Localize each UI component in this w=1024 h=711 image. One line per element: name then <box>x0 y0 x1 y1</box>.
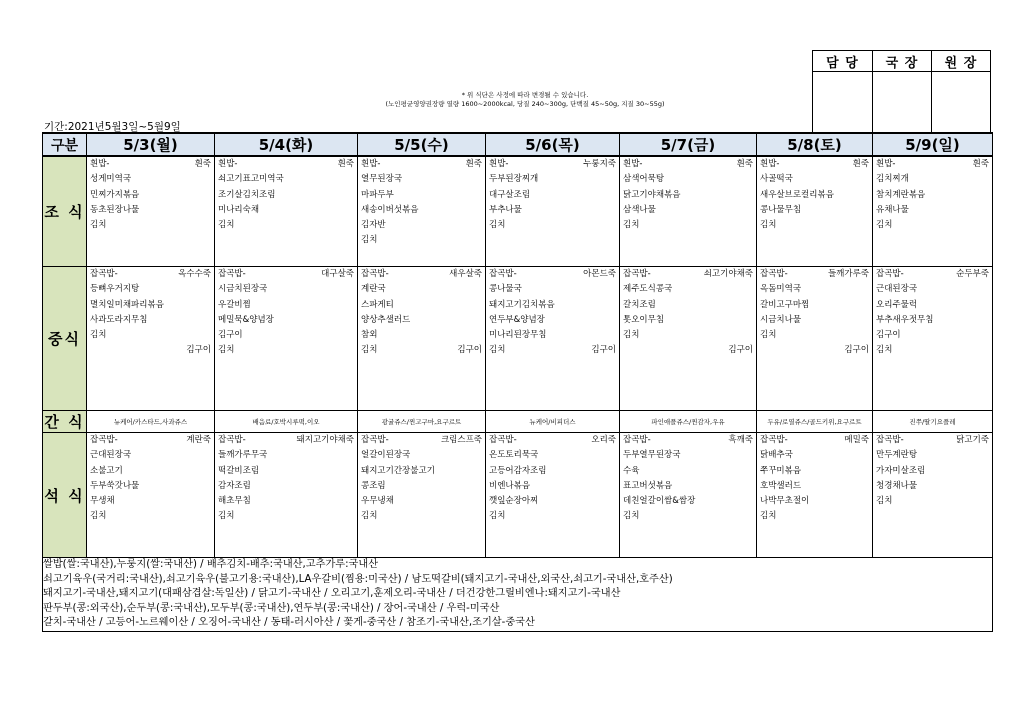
dish-item: 김치 <box>361 345 378 356</box>
header-day: 5/4(화) <box>215 133 358 156</box>
dish-item: 김치 <box>218 345 235 356</box>
snack-cell: 진쭈/딸기요플레 <box>873 411 993 433</box>
rice-item: 잡곡밥- <box>760 269 788 279</box>
approval-header-head: 원 장 <box>932 51 991 72</box>
dish-item: 두부쑥갓나물 <box>90 480 140 491</box>
porridge-item: 대구살죽 <box>321 269 354 279</box>
menu-cell-dinner <box>215 433 358 558</box>
dish-item: 콩나물국 <box>489 284 522 295</box>
menu-cell-content <box>620 433 756 525</box>
porridge-item: 쇠고기야채죽 <box>703 269 753 279</box>
dish-item: 김치 <box>90 330 107 341</box>
rice-line <box>876 267 989 282</box>
dish-item: 계란국 <box>361 284 386 295</box>
dish-item: 톳오이무침 <box>623 314 665 325</box>
header-day: 5/5(수) <box>358 133 486 156</box>
menu-cell-dinner <box>87 433 215 558</box>
rice-line <box>760 433 869 448</box>
approval-signature-head <box>932 72 991 133</box>
menu-cell-breakfast <box>873 156 993 267</box>
notice-nutrition: (노인평균영양권장량 열량 1600~2000kcal, 당질 240~300g, 단백질 45~50g, 지질 30~55g) <box>385 100 665 108</box>
menu-cell-content <box>87 157 214 233</box>
dish-item: 온도토리묵국 <box>489 450 539 461</box>
menu-period: 기간:2021년5월3일~5월9일 <box>44 121 181 133</box>
rice-item: 잡곡밥- <box>876 269 904 279</box>
dish-item: 김구이 <box>218 330 243 341</box>
dish-item: 깻잎순장아찌 <box>489 496 539 507</box>
rice-item: 잡곡밥- <box>876 435 904 445</box>
rice-line <box>489 433 616 448</box>
rice-line <box>623 267 753 282</box>
dish-item: 우갈비찜 <box>218 299 251 310</box>
dish-item: 김치 <box>876 496 893 507</box>
dish-item: 김치 <box>218 511 235 522</box>
dish-item: 김치 <box>90 220 107 231</box>
approval-header-manager: 담 당 <box>813 51 873 72</box>
dish-item: 부추새우젓무침 <box>876 314 934 325</box>
approval-box <box>812 50 991 133</box>
menu-cell-dinner <box>358 433 486 558</box>
menu-cell-content <box>873 433 992 509</box>
dish-item: 시금치나물 <box>760 314 802 325</box>
menu-cell-content <box>215 267 357 359</box>
dish-item: 데친얼갈이쌈&쌈장 <box>623 496 696 507</box>
dish-item: 멸치일미채파리볶음 <box>90 299 164 310</box>
dish-item: 근대된장국 <box>876 284 918 295</box>
dish-item: 쭈꾸미볶음 <box>760 465 802 476</box>
extra-item: 김구이 <box>728 345 753 356</box>
menu-cell-lunch <box>486 267 620 411</box>
header-day: 5/6(목) <box>486 133 620 156</box>
rice-item: 흰밥- <box>876 159 896 169</box>
meal-label-lunch: 중식 <box>43 267 87 411</box>
dish-item: 성게미역국 <box>90 174 132 185</box>
dish-item: 김치 <box>489 220 506 231</box>
snack-row <box>43 411 993 433</box>
rice-item: 잡곡밥- <box>623 435 651 445</box>
dish-item: 유채나물 <box>876 204 909 215</box>
menu-cell-breakfast <box>215 156 358 267</box>
menu-cell-breakfast <box>87 156 215 267</box>
menu-cell-content <box>215 433 357 525</box>
dish-item: 돼지고기김치볶음 <box>489 299 555 310</box>
porridge-item: 아몬드죽 <box>583 269 616 279</box>
origin-line: 쇠고기육우(국거리:국내산),쇠고기육우(불고기용:국내산),LA우갈비(찜용:미국산) / 남도떡갈비(돼지고기-국내산,외국산,쇠고기-국내산,호주산) <box>43 573 673 585</box>
dish-item: 콩조림 <box>361 480 386 491</box>
dish-item: 김치찌개 <box>876 174 909 185</box>
dish-item: 김치 <box>623 330 640 341</box>
rice-line <box>90 157 211 172</box>
origin-row <box>43 558 993 632</box>
porridge-item: 흰죽 <box>972 159 989 169</box>
rice-item: 흰밥- <box>90 159 110 169</box>
meal-label-dinner: 석 식 <box>43 433 87 558</box>
menu-cell-content <box>87 267 214 359</box>
dish-item: 김치 <box>489 511 506 522</box>
dish-item: 비엔나볶음 <box>489 480 531 491</box>
menu-cell-content <box>757 433 872 525</box>
dish-item: 갈치조림 <box>623 299 656 310</box>
dish-item: 민찌가지볶음 <box>90 189 140 200</box>
rice-item: 흰밥- <box>361 159 381 169</box>
origin-line: 판두부(콩:외국산),순두부(콩:국내산),모두부(콩:국내산),연두부(콩:국내산) / 장어-국내산 / 우럭-미국산 <box>43 602 500 614</box>
dish-item: 스파게티 <box>361 299 394 310</box>
dish-item: 호박샐러드 <box>760 480 802 491</box>
menu-cell-lunch <box>873 267 993 411</box>
dish-item: 부추나물 <box>489 204 522 215</box>
dish-item: 나박무초절이 <box>760 496 810 507</box>
dish-item: 만두계란탕 <box>876 450 918 461</box>
dish-item: 김치 <box>623 220 640 231</box>
dish-item: 해초무침 <box>218 496 251 507</box>
dish-item: 닭고기야채볶음 <box>623 189 681 200</box>
approval-signature-manager <box>813 72 873 133</box>
dish-item: 삼색나물 <box>623 204 656 215</box>
dish-item: 들깨가루무국 <box>218 450 268 461</box>
header-day: 5/7(금) <box>620 133 757 156</box>
porridge-item: 순두부죽 <box>956 269 989 279</box>
breakfast-row <box>43 156 993 267</box>
rice-item: 잡곡밥- <box>218 435 246 445</box>
dish-item: 김자반 <box>361 220 386 231</box>
menu-cell-content <box>620 157 756 233</box>
dish-item: 김치 <box>489 345 506 356</box>
rice-line <box>90 433 211 448</box>
dish-item: 콩나물무침 <box>760 204 802 215</box>
menu-cell-content <box>757 267 872 359</box>
menu-cell-breakfast <box>486 156 620 267</box>
dish-item: 돼지고기간장불고기 <box>361 465 435 476</box>
dish-item: 김치 <box>361 235 378 246</box>
menu-cell-content <box>873 267 992 359</box>
porridge-item: 돼지고기야채죽 <box>296 435 354 445</box>
rice-item: 잡곡밥- <box>218 269 246 279</box>
menu-cell-content <box>486 433 619 525</box>
dish-item: 사골떡국 <box>760 174 793 185</box>
header-day: 5/8(토) <box>757 133 873 156</box>
extra-item: 김구이 <box>844 345 869 356</box>
porridge-item: 새우살죽 <box>449 269 482 279</box>
menu-cell-lunch <box>358 267 486 411</box>
header-row <box>43 133 993 156</box>
dish-item: 오리주물럭 <box>876 299 918 310</box>
dish-item: 두부된장찌개 <box>489 174 539 185</box>
rice-line <box>361 267 482 282</box>
rice-line <box>90 267 211 282</box>
dish-item: 청경채나물 <box>876 480 918 491</box>
dish-item: 쇠고기표고미역국 <box>218 174 284 185</box>
rice-line <box>623 157 753 172</box>
dish-item: 김치 <box>760 220 777 231</box>
snack-cell: 광귤쥬스/찐고구마,요구르트 <box>358 411 486 433</box>
dish-item: 소불고기 <box>90 465 123 476</box>
menu-cell-content <box>873 157 992 233</box>
menu-cell-breakfast <box>757 156 873 267</box>
menu-cell-breakfast <box>358 156 486 267</box>
porridge-item: 흰죽 <box>465 159 482 169</box>
porridge-item: 흰죽 <box>852 159 869 169</box>
lunch-row <box>43 267 993 411</box>
menu-cell-content <box>358 433 485 525</box>
dish-item: 근대된장국 <box>90 450 132 461</box>
dish-item: 가자미살조림 <box>876 465 926 476</box>
rice-line <box>218 157 354 172</box>
rice-line <box>876 433 989 448</box>
rice-item: 잡곡밥- <box>489 435 517 445</box>
rice-item: 잡곡밥- <box>90 435 118 445</box>
dinner-row <box>43 433 993 558</box>
meal-label-snack: 간 식 <box>43 411 87 433</box>
header-gubun: 구분 <box>43 133 87 156</box>
origin-info <box>43 558 993 632</box>
dish-item: 대구살조림 <box>489 189 531 200</box>
dish-line <box>489 343 616 358</box>
porridge-item: 옥수수죽 <box>178 269 211 279</box>
dish-item: 김치 <box>876 220 893 231</box>
dish-item: 참외 <box>361 330 378 341</box>
menu-notice <box>300 91 750 109</box>
menu-cell-dinner <box>620 433 757 558</box>
dish-item: 조기살김치조림 <box>218 189 276 200</box>
dish-item: 열무된장국 <box>361 174 403 185</box>
porridge-item: 들깨가루죽 <box>827 269 869 279</box>
rice-line <box>623 433 753 448</box>
dish-item: 마파두부 <box>361 189 394 200</box>
dish-item: 고등어감자조림 <box>489 465 547 476</box>
dish-item: 우무냉채 <box>361 496 394 507</box>
extra-item: 김구이 <box>457 345 482 356</box>
menu-cell-lunch <box>215 267 358 411</box>
header-day: 5/3(월) <box>87 133 215 156</box>
menu-cell-dinner <box>486 433 620 558</box>
dish-item: 표고버섯볶음 <box>623 480 673 491</box>
rice-item: 잡곡밥- <box>489 269 517 279</box>
dish-item: 새송이버섯볶음 <box>361 204 419 215</box>
porridge-item: 흰죽 <box>736 159 753 169</box>
dish-item: 김구이 <box>876 330 901 341</box>
rice-item: 잡곡밥- <box>361 269 389 279</box>
dish-item: 양상추샐러드 <box>361 314 411 325</box>
dish-item: 수육 <box>623 465 640 476</box>
porridge-item: 크림스프죽 <box>440 435 482 445</box>
dish-item: 닭배추국 <box>760 450 793 461</box>
dish-item: 시금치된장국 <box>218 284 268 295</box>
menu-cell-dinner <box>873 433 993 558</box>
porridge-item: 메밀죽 <box>844 435 869 445</box>
rice-item: 잡곡밥- <box>90 269 118 279</box>
rice-item: 잡곡밥- <box>623 269 651 279</box>
porridge-item: 흰죽 <box>194 159 211 169</box>
rice-item: 흰밥- <box>489 159 509 169</box>
porridge-item: 닭고기죽 <box>956 435 989 445</box>
menu-cell-dinner <box>757 433 873 558</box>
dish-item: 갈비고구마찜 <box>760 299 810 310</box>
rice-item: 흰밥- <box>623 159 643 169</box>
dish-item: 김치 <box>218 220 235 231</box>
rice-item: 흰밥- <box>760 159 780 169</box>
rice-item: 잡곡밥- <box>760 435 788 445</box>
dish-item: 김치 <box>760 330 777 341</box>
porridge-item: 흑깨죽 <box>728 435 753 445</box>
dish-item: 두부열무된장국 <box>623 450 681 461</box>
menu-cell-content <box>87 433 214 525</box>
menu-cell-content <box>215 157 357 233</box>
rice-line <box>218 267 354 282</box>
notice-change: * 위 식단은 사정에 따라 변경될 수 있습니다. <box>461 91 589 99</box>
dish-item: 등뼈우거지탕 <box>90 284 140 295</box>
rice-line <box>361 157 482 172</box>
extra-item: 김구이 <box>186 345 211 356</box>
menu-cell-content <box>358 157 485 249</box>
dish-item: 미나리숙채 <box>218 204 260 215</box>
snack-cell: 뉴케어/카스타드,사과쥬스 <box>87 411 215 433</box>
origin-line: 갈치-국내산 / 고등어-노르웨이산 / 오징어-국내산 / 동태-러시아산 / 꽃게-중국산 / 참조기-국내산,조기살-중국산 <box>43 617 535 628</box>
rice-line <box>760 267 869 282</box>
dish-item: 얼갈이된장국 <box>361 450 411 461</box>
menu-cell-content <box>358 267 485 359</box>
rice-line <box>876 157 989 172</box>
dish-item: 옥돔미역국 <box>760 284 802 295</box>
porridge-item: 누룽지죽 <box>583 159 616 169</box>
snack-cell: 파인애플쥬스/찐감자,우유 <box>620 411 757 433</box>
dish-item: 동초된장나물 <box>90 204 140 215</box>
menu-cell-content <box>620 267 756 359</box>
menu-cell-content <box>486 157 619 233</box>
rice-line <box>361 433 482 448</box>
rice-line <box>489 157 616 172</box>
dish-item: 떡갈비조림 <box>218 465 260 476</box>
dish-item: 김치 <box>90 511 107 522</box>
origin-line: 쌀밥(쌀:국내산),누룽지(쌀:국내산) / 배추김치-배추:국내산,고추가루:국내산 <box>43 559 379 570</box>
dish-item: 김치 <box>760 511 777 522</box>
extra-item: 김구이 <box>591 345 616 356</box>
dish-item: 김치 <box>361 511 378 522</box>
dish-item: 감자조림 <box>218 480 251 491</box>
menu-cell-lunch <box>87 267 215 411</box>
dish-item: 삼색어묵탕 <box>623 174 665 185</box>
approval-header-director: 국 장 <box>873 51 932 72</box>
rice-line <box>489 267 616 282</box>
dish-item: 미나리된장무침 <box>489 330 547 341</box>
dish-item: 메밀묵&양념장 <box>218 314 274 325</box>
dish-item: 사과도라지무침 <box>90 314 148 325</box>
porridge-item: 흰죽 <box>337 159 354 169</box>
meal-label-breakfast: 조 식 <box>43 156 87 267</box>
rice-item: 흰밥- <box>218 159 238 169</box>
rice-line <box>218 433 354 448</box>
origin-line: 돼지고기-국내산,돼지고기(대패삼겹살:독일산) / 닭고기-국내산 / 오리고기,훈제오리-국내산 / 더건강한그릴비엔나:돼지고기-국내산 <box>43 588 621 599</box>
dish-item: 김치 <box>623 511 640 522</box>
rice-line <box>760 157 869 172</box>
dish-item: 제주도식콩국 <box>623 284 673 295</box>
menu-cell-content <box>757 157 872 233</box>
dish-item: 참치계란볶음 <box>876 189 926 200</box>
weekly-menu-table <box>42 132 993 632</box>
rice-item: 잡곡밥- <box>361 435 389 445</box>
dish-item: 연두부&양념장 <box>489 314 545 325</box>
porridge-item: 계란죽 <box>186 435 211 445</box>
porridge-item: 오리죽 <box>591 435 616 445</box>
menu-cell-breakfast <box>620 156 757 267</box>
header-day: 5/9(일) <box>873 133 993 156</box>
menu-cell-lunch <box>757 267 873 411</box>
approval-signature-director <box>873 72 932 133</box>
dish-item: 김치 <box>876 345 893 356</box>
snack-cell: 배음료/호박시루떡,이오 <box>215 411 358 433</box>
dish-item: 무생채 <box>90 496 115 507</box>
menu-cell-content <box>486 267 619 359</box>
menu-cell-lunch <box>620 267 757 411</box>
snack-cell: 뉴케어/비피더스 <box>486 411 620 433</box>
dish-line <box>361 343 482 358</box>
dish-item: 새우살브로컬리볶음 <box>760 189 834 200</box>
snack-cell: 두유/로열쥬스/골드키위,요구르트 <box>757 411 873 433</box>
